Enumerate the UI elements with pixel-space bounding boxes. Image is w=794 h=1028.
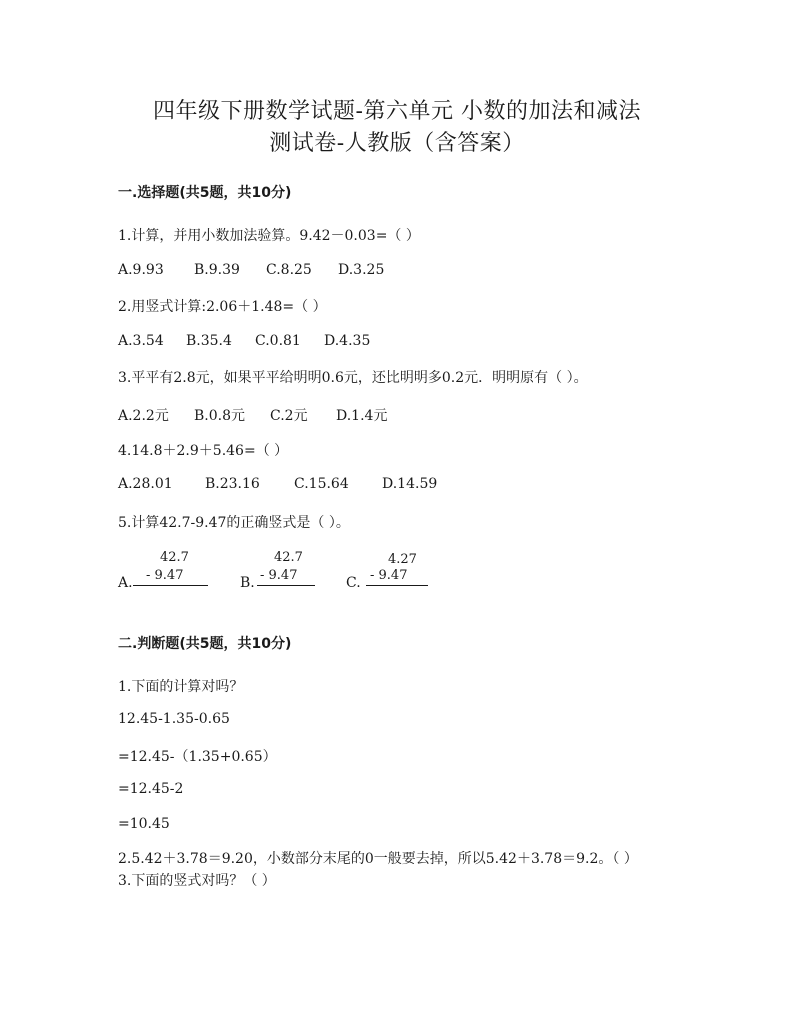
option-a: A.2.2元	[118, 408, 169, 424]
vertical-rule	[133, 585, 208, 586]
vertical-bottom-number: - 9.47	[260, 568, 298, 583]
question-4: 4.14.8＋2.9＋5.46=（ ）	[118, 443, 289, 459]
question-3: 3.平平有2.8元，如果平平给明明0.6元，还比明明多0.2元．明明原有（ ）。	[118, 370, 588, 386]
option-b: B.0.8元	[194, 408, 246, 424]
calc-line-1: 12.45-1.35-0.65	[118, 711, 230, 727]
option-d: D.1.4元	[336, 408, 388, 424]
section2-heading: 二.判断题(共5题，共10分)	[118, 636, 292, 652]
option-b: B.23.16	[205, 476, 260, 492]
vertical-top-number: 42.7	[160, 550, 189, 565]
vertical-rule	[257, 585, 315, 586]
vertical-label: C.	[346, 575, 361, 591]
option-c: C.2元	[270, 408, 308, 424]
option-c: C.15.64	[294, 476, 349, 492]
judgement-question-3: 3.下面的竖式对吗？（ ）	[118, 873, 276, 889]
option-b: B.9.39	[194, 262, 240, 278]
option-a: A.9.93	[118, 262, 164, 278]
calc-line-2: =12.45-（1.35+0.65）	[118, 749, 277, 765]
calc-line-4: =10.45	[118, 816, 170, 832]
document-title-line2: 测试卷-人教版（含答案）	[269, 131, 525, 156]
judgement-question-1: 1.下面的计算对吗？	[118, 679, 244, 695]
vertical-bottom-number: - 9.47	[370, 568, 408, 583]
option-d: D.14.59	[382, 476, 438, 492]
option-c: C.0.81	[255, 333, 301, 349]
vertical-top-number: 4.27	[388, 552, 417, 567]
question-2: 2.用竖式计算:2.06＋1.48=（ ）	[118, 299, 327, 315]
vertical-rule	[366, 585, 428, 586]
section1-heading: 一.选择题(共5题，共10分)	[118, 185, 292, 201]
option-a: A.28.01	[118, 476, 173, 492]
question-1: 1.计算，并用小数加法验算。9.42－0.03=（ ）	[118, 228, 420, 244]
option-b: B.35.4	[186, 333, 232, 349]
question-5: 5.计算42.7-9.47的正确竖式是（ ）。	[118, 515, 350, 531]
vertical-label: A.	[118, 575, 133, 591]
document-title-line1: 四年级下册数学试题-第六单元 小数的加法和减法	[153, 99, 641, 124]
judgement-question-2: 2.5.42＋3.78＝9.20，小数部分末尾的0一般要去掉，所以5.42＋3.78＝9.2。（ ）	[118, 851, 638, 867]
vertical-label: B.	[240, 575, 255, 591]
vertical-bottom-number: - 9.47	[146, 568, 184, 583]
vertical-top-number: 42.7	[274, 550, 303, 565]
option-d: D.4.35	[324, 333, 371, 349]
calc-line-3: =12.45-2	[118, 781, 184, 797]
option-d: D.3.25	[338, 262, 385, 278]
option-a: A.3.54	[118, 333, 164, 349]
option-c: C.8.25	[266, 262, 312, 278]
